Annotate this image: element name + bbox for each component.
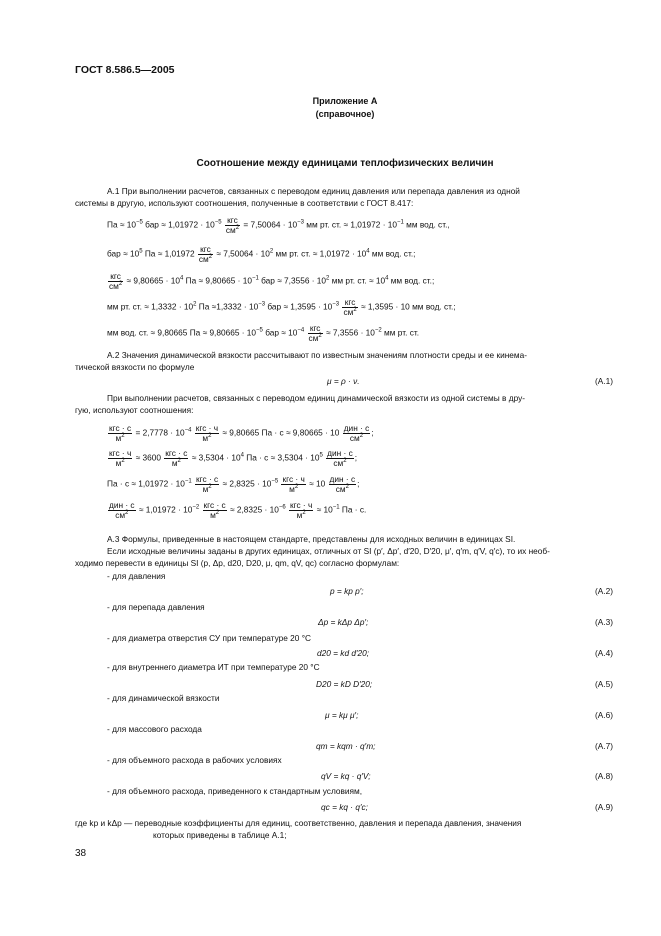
unit-m: м bbox=[115, 458, 122, 468]
formula-label: - для динамической вязкости bbox=[107, 693, 220, 703]
r1-part-a: Па ≈ 10 bbox=[107, 219, 136, 230]
exp: 2 bbox=[177, 458, 181, 464]
semicolon: ; bbox=[371, 427, 374, 438]
formula-label: - для объемного расхода, приведенного к стандартным условиям, bbox=[107, 786, 363, 796]
exp: −2 bbox=[374, 327, 382, 334]
unit-cm: см bbox=[198, 254, 209, 264]
r4-part-a: мм рт. ст. ≈ 1,3332 · 10 bbox=[107, 301, 194, 312]
r2-part-e: мм вод. ст.; bbox=[369, 248, 416, 259]
unit-m: м bbox=[296, 510, 303, 520]
r5-part-d: мм рт. ст. bbox=[381, 327, 420, 338]
v4-part-b: ≈ 2,8325 · 10 bbox=[227, 504, 279, 515]
formula-number: (А.4) bbox=[595, 648, 613, 658]
numerator: дин · с bbox=[327, 448, 353, 458]
fraction-kgs-h-m2 bbox=[281, 475, 305, 494]
r4-part-b: Па ≈1,3332 · 10 bbox=[196, 301, 259, 312]
numerator: дин · с bbox=[109, 500, 135, 510]
exp: 2 bbox=[269, 248, 274, 255]
denominator bbox=[281, 485, 305, 494]
v3-part-a: Па · с ≈ 1,01972 · 10 bbox=[107, 478, 185, 489]
denominator bbox=[342, 308, 357, 317]
exp: −3 bbox=[297, 219, 304, 226]
exp: −1 bbox=[332, 504, 340, 511]
fraction-kgs-s-m2 bbox=[195, 475, 219, 494]
numerator: кгс · ч bbox=[289, 500, 313, 510]
denominator bbox=[329, 485, 357, 494]
exp: 2 bbox=[125, 510, 129, 516]
v4-part-d: Па · с. bbox=[339, 504, 367, 515]
exp: 2 bbox=[302, 510, 306, 516]
exp: 2 bbox=[208, 433, 212, 439]
r5-part-b: бар ≈ 10 bbox=[262, 327, 298, 338]
unit-m: м bbox=[115, 433, 122, 443]
formula-label: - для объемного расхода в рабочих условиях bbox=[107, 755, 282, 765]
section-title: Соотношение между единицами теплофизических величин bbox=[196, 158, 494, 169]
formula-expression: d20 = kd d′20; bbox=[317, 648, 370, 658]
formula-expression: Δp = kΔp Δp′; bbox=[318, 617, 369, 627]
formula-label: - для диаметра отверстия СУ при температуре 20 °С bbox=[107, 633, 312, 643]
denominator bbox=[195, 434, 219, 443]
viscosity-row-4 bbox=[107, 501, 366, 520]
unit-m: м bbox=[289, 484, 295, 494]
page-number: 38 bbox=[75, 848, 87, 859]
numerator: кгс bbox=[225, 216, 240, 226]
r1-part-c: = 7,50064 · 10 bbox=[241, 219, 298, 230]
numerator: дин · с bbox=[329, 474, 356, 484]
a3-line2: Если исходные величины заданы в других единицах, отличных от SI (p′, Δp′, d′20, D′20, μ′, q′m, q′V, q′c), то их необ- bbox=[107, 546, 550, 556]
formula-a1: μ = ρ · ν. bbox=[327, 376, 360, 386]
r3-part-c: бар ≈ 7,3556 · 10 bbox=[258, 275, 327, 286]
formula-label: - для перепада давления bbox=[107, 602, 205, 612]
formula-expression: p = kp p′; bbox=[330, 586, 364, 596]
exp: −1 bbox=[251, 275, 259, 282]
viscosity-row-3 bbox=[107, 475, 359, 494]
formula-label: - для давления bbox=[107, 571, 166, 581]
numerator: кгс · с bbox=[196, 474, 219, 484]
exp: −3 bbox=[332, 301, 340, 308]
fraction-din-s-cm2 bbox=[329, 474, 360, 494]
formula-expression: qV = kq · q′V; bbox=[321, 771, 371, 781]
formula-label: - для массового расхода bbox=[107, 724, 202, 734]
a2-line3: При выполнении расчетов, связанных с переводом единиц динамической вязкости из одной системы в дру- bbox=[107, 393, 526, 403]
exp: −6 bbox=[278, 504, 286, 511]
formula-label: - для внутреннего диаметра ИТ при температуре 20 °С bbox=[107, 662, 320, 672]
r4-part-d: ≈ 1,3595 · 10 мм вод. ст.; bbox=[358, 301, 456, 312]
v2-part-c: Па · с ≈ 3,5304 · 10 bbox=[243, 452, 320, 463]
exp: 4 bbox=[385, 275, 389, 282]
exp: 2 bbox=[353, 307, 357, 313]
v3-part-c: ≈ 10 bbox=[306, 478, 326, 489]
r2-part-b: Па ≈ 1,01972 bbox=[142, 248, 195, 259]
viscosity-row-1 bbox=[107, 424, 374, 443]
exp: 2 bbox=[359, 433, 364, 439]
denominator bbox=[203, 511, 227, 520]
appendix-title: Приложение А bbox=[312, 96, 378, 106]
fraction-din-s-cm2 bbox=[343, 423, 374, 443]
formula-expression: D20 = kD D′20; bbox=[316, 679, 373, 689]
denominator bbox=[289, 511, 313, 520]
fraction-kgs-s-m2 bbox=[108, 424, 132, 443]
unit-cm: см bbox=[115, 510, 126, 520]
numerator: кгс bbox=[342, 298, 357, 308]
denominator bbox=[326, 459, 354, 468]
r2-part-c: ≈ 7,50064 · 10 bbox=[214, 248, 270, 259]
r5-part-a: мм вод. ст. ≈ 9,80665 Па ≈ 9,80665 · 10 bbox=[107, 327, 257, 338]
v1-part-a: = 2,7778 · 10 bbox=[133, 427, 185, 438]
pressure-row-3 bbox=[107, 272, 434, 291]
numerator: кгс bbox=[198, 245, 213, 255]
where-line1: где kp и kΔp — переводные коэффициенты для единиц, соответственно, давления и перепада давления, значения bbox=[75, 818, 522, 828]
a1-line1: А.1 При выполнении расчетов, связанных с переводом единиц давления или перепада давления из одной bbox=[107, 186, 520, 196]
r3-part-a: ≈ 9,80665 · 10 bbox=[124, 275, 180, 286]
r3-part-d: мм рт. ст. ≈ 10 bbox=[329, 275, 386, 286]
fraction-kgs-cm2 bbox=[342, 298, 357, 317]
unit-cm: см bbox=[225, 225, 236, 235]
r2-part-d: мм рт. ст. ≈ 1,01972 · 10 bbox=[273, 248, 367, 259]
numerator: кгс · с bbox=[203, 500, 226, 510]
exp: 2 bbox=[345, 484, 349, 490]
exp: −5 bbox=[271, 478, 279, 485]
denominator bbox=[108, 434, 132, 443]
denominator bbox=[343, 434, 371, 443]
fraction-kgs-s-m2 bbox=[164, 449, 188, 468]
formula-number: (А.5) bbox=[595, 679, 613, 689]
r1-part-d: мм рт. ст. ≈ 1,01972 · 10 bbox=[303, 219, 397, 230]
unit-m: м bbox=[171, 458, 178, 468]
unit-cm: см bbox=[335, 484, 346, 494]
a1-line2: системы в другую, используют соотношения, полученные в соответствии с ГОСТ 8.417: bbox=[75, 198, 414, 208]
denominator bbox=[108, 282, 123, 291]
unit-m: м bbox=[210, 510, 216, 520]
numerator: кгс · ч bbox=[109, 448, 132, 458]
exp: −5 bbox=[135, 219, 143, 226]
r3-part-e: мм вод. ст.; bbox=[388, 275, 435, 286]
unit-cm: см bbox=[308, 333, 319, 343]
exp: −4 bbox=[184, 427, 192, 434]
semicolon: ; bbox=[354, 452, 358, 463]
document-header: ГОСТ 8.586.5—2005 bbox=[75, 64, 175, 76]
r1-part-b: бар ≈ 1,01972 · 10 bbox=[142, 219, 215, 230]
denominator bbox=[108, 459, 132, 468]
v2-part-b: ≈ 3,5304 · 10 bbox=[189, 452, 241, 463]
unit-cm: см bbox=[109, 281, 119, 291]
exp: −1 bbox=[184, 478, 192, 485]
appendix-note: (справочное) bbox=[315, 109, 375, 119]
exp: 2 bbox=[215, 510, 220, 516]
denominator bbox=[198, 255, 213, 264]
fraction-kgs-h-m2 bbox=[108, 449, 132, 468]
unit-m: м bbox=[202, 484, 209, 494]
a2-line2: тической вязкости по формуле bbox=[75, 362, 195, 372]
where-line2: которых приведены в таблице А.1; bbox=[153, 830, 287, 840]
denominator bbox=[195, 485, 219, 494]
fraction-kgs-s-m2 bbox=[203, 501, 227, 520]
exp: 2 bbox=[326, 275, 330, 282]
v2-part-a: ≈ 3600 bbox=[133, 452, 161, 463]
exp: 4 bbox=[240, 452, 244, 459]
fraction-kgs-cm2 bbox=[225, 216, 240, 235]
a2-line1: А.2 Значения динамической вязкости рассчитывают по известным значениям плотности среды и ее кинема- bbox=[107, 350, 527, 360]
exp: −4 bbox=[297, 327, 305, 334]
fraction-din-s-cm2 bbox=[108, 501, 136, 520]
a3-line1: А.3 Формулы, приведенные в настоящем стандарте, представлены для исходных величин в единицах SI. bbox=[107, 534, 516, 544]
exp: −5 bbox=[214, 219, 222, 226]
numerator: кгс bbox=[108, 272, 123, 282]
formula-number: (А.6) bbox=[595, 710, 613, 720]
unit-cm: см bbox=[343, 307, 354, 317]
formula-number: (А.9) bbox=[595, 802, 613, 812]
pressure-row-1 bbox=[107, 216, 450, 235]
exp: 4 bbox=[179, 275, 184, 282]
viscosity-row-2 bbox=[107, 449, 357, 468]
pressure-row-2 bbox=[107, 245, 415, 264]
denominator bbox=[108, 511, 136, 520]
exp: 5 bbox=[319, 452, 323, 459]
formula-number: (А.2) bbox=[595, 586, 613, 596]
v1-part-b: ≈ 9,80665 Па · с ≈ 9,80665 · 10 bbox=[220, 427, 340, 438]
denominator bbox=[308, 334, 323, 343]
exp: 2 bbox=[343, 458, 347, 464]
r5-part-c: ≈ 7,3556 · 10 bbox=[323, 327, 375, 338]
numerator: кгс · ч bbox=[282, 474, 305, 484]
exp: 2 bbox=[208, 254, 213, 260]
exp: −3 bbox=[258, 301, 266, 308]
exp: 2 bbox=[118, 281, 123, 287]
formula-expression: qm = kqm · q′m; bbox=[316, 741, 376, 751]
fraction-din-s-cm2 bbox=[326, 449, 354, 468]
exp: 4 bbox=[366, 248, 370, 255]
unit-cm: см bbox=[349, 433, 360, 443]
fraction-kgs-h-m2 bbox=[289, 501, 313, 520]
exp: −1 bbox=[397, 219, 404, 226]
unit-m: м bbox=[202, 433, 209, 443]
numerator: кгс · с bbox=[165, 448, 188, 458]
formula-expression: qc = kq · q′c; bbox=[321, 802, 368, 812]
fraction-kgs-cm2 bbox=[108, 272, 123, 291]
unit-cm: см bbox=[333, 458, 344, 468]
formula-a1-number: (А.1) bbox=[595, 376, 613, 386]
numerator: кгс · с bbox=[109, 423, 132, 433]
r2-part-a: бар ≈ 10 bbox=[107, 248, 140, 259]
formula-number: (А.7) bbox=[595, 741, 613, 751]
v4-part-a: ≈ 1,01972 · 10 bbox=[136, 504, 193, 515]
r4-part-c: бар ≈ 1,3595 · 10 bbox=[265, 301, 333, 312]
formula-number: (А.8) bbox=[595, 771, 613, 781]
exp: −5 bbox=[256, 327, 263, 334]
fraction-kgs-cm2 bbox=[198, 245, 213, 264]
a2-line4: гую, используют соотношения: bbox=[75, 405, 194, 415]
formula-number: (А.3) bbox=[595, 617, 613, 627]
pressure-row-4 bbox=[107, 298, 456, 317]
exp: 2 bbox=[121, 458, 125, 464]
r1-part-e: мм вод. ст., bbox=[403, 219, 450, 230]
exp: 2 bbox=[294, 484, 299, 490]
numerator: дин · с bbox=[343, 423, 370, 433]
exp: 2 bbox=[208, 484, 212, 490]
exp: 2 bbox=[318, 333, 322, 339]
numerator: кгс · ч bbox=[195, 423, 219, 433]
r3-part-b: Па ≈ 9,80665 · 10 bbox=[183, 275, 252, 286]
a3-line3: ходимо перевести в единицы SI (p, Δp, d20, D20, μ, qm, qV, qc) согласно формулам: bbox=[75, 558, 400, 568]
formula-expression: μ = kμ μ′; bbox=[325, 710, 359, 720]
fraction-kgs-h-m2 bbox=[195, 424, 219, 443]
denominator bbox=[164, 459, 188, 468]
exp: 5 bbox=[139, 248, 143, 255]
denominator bbox=[225, 226, 240, 235]
exp: 2 bbox=[193, 301, 197, 308]
semicolon: ; bbox=[357, 478, 360, 489]
exp: −2 bbox=[192, 504, 200, 511]
pressure-row-5 bbox=[107, 324, 419, 343]
exp: 2 bbox=[235, 225, 240, 231]
exp: 2 bbox=[121, 433, 125, 439]
v3-part-b: ≈ 2,8325 · 10 bbox=[220, 478, 272, 489]
fraction-kgs-cm2 bbox=[308, 324, 323, 343]
numerator: кгс bbox=[308, 324, 323, 334]
v4-part-c: ≈ 10 bbox=[314, 504, 333, 515]
